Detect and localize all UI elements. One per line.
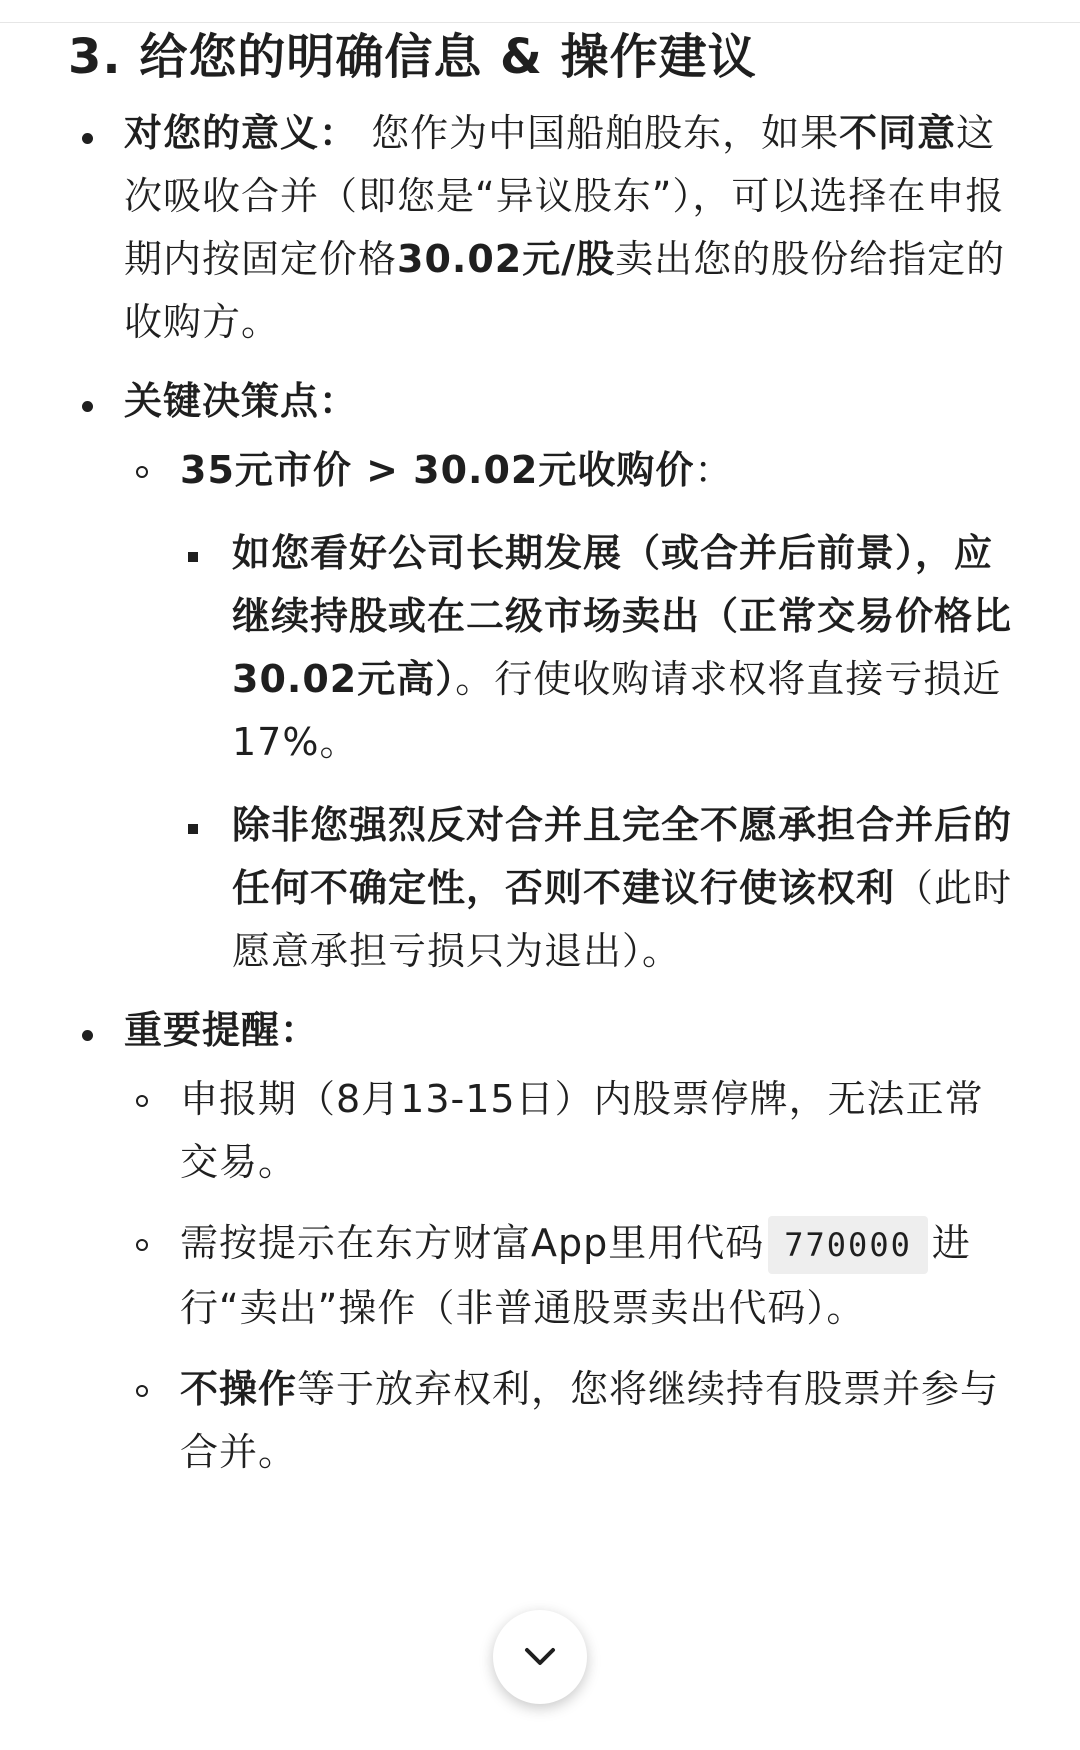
point-text: （此时愿意承担亏损只为退出）。 [232, 866, 1013, 973]
meaning-paragraph [124, 102, 1018, 354]
meaning-text-3: 卖出您的股份给指定的收购方。 [124, 237, 1006, 344]
reminder-text: 申报期（8月13-15日）内股票停牌，无法正常交易。 [180, 1077, 984, 1184]
point-text: 。行使收购请求权将直接亏损近17%。 [232, 657, 1002, 764]
point-bold: 除非您强烈反对合并且完全不愿承担合并后的任何不确定性，否则不建议行使该权利 [232, 803, 1013, 910]
meaning-bold-1: 不同意 [839, 111, 957, 155]
reminder-item [124, 1358, 1018, 1484]
price-compare-bold: 35元市价 > 30.02元收购价 [180, 448, 695, 492]
top-divider [0, 22, 1080, 23]
bullet-circle-icon [136, 466, 148, 478]
reminder-paragraph [180, 1212, 1018, 1340]
chevron-down-icon [523, 1646, 557, 1668]
section-heading: 3. 给您的明确信息 & 操作建议 [68, 29, 757, 85]
scroll-to-bottom-button[interactable] [493, 1610, 587, 1704]
reminder-bold: 不操作 [180, 1367, 298, 1411]
list-item-decision [68, 370, 1018, 983]
reminder-text-post: 进行“卖出”操作（非普通股票卖出代码）。 [180, 1221, 971, 1330]
reminder-text: 等于放弃权利，您将继续持有股票并参与合并。 [180, 1367, 1000, 1474]
price-compare-tail: ： [694, 448, 734, 492]
message-content [68, 26, 1018, 1484]
inline-code: 770000 [768, 1216, 928, 1274]
point-item [180, 522, 1018, 774]
reminder-text-pre: 需按提示在东方财富App里用代码 [180, 1221, 765, 1265]
reminder-item [124, 1068, 1018, 1194]
decision-sublist [124, 439, 1018, 983]
reminder-item [124, 1212, 1018, 1340]
sublist-item-price-compare [124, 439, 1018, 983]
meaning-text-2: 这次吸收合并（即您是“异议股东”），可以选择在申报期内按固定价格 [124, 111, 1005, 281]
meaning-text-1: 您作为中国船舶股东，如果 [358, 111, 840, 155]
reminders-sublist [124, 1068, 1018, 1484]
main-bullet-list [68, 102, 1018, 1484]
point-item [180, 794, 1018, 983]
point-bold: 如您看好公司长期发展（或合并后前景），应继续持股或在二级市场卖出（正常交易价格比30.02元高） [232, 531, 1013, 701]
point-paragraph [232, 522, 1018, 774]
price-compare-points [180, 522, 1018, 983]
list-item-meaning [68, 102, 1018, 354]
bullet-dot-icon [82, 133, 93, 144]
point-paragraph [232, 794, 1018, 983]
decision-label: 关键决策点： [124, 379, 359, 423]
meaning-label: 对您的意义： [124, 111, 359, 155]
meaning-price: 30.02元/股 [397, 237, 616, 281]
price-compare-heading [180, 439, 1018, 502]
bullet-dot-icon [82, 401, 93, 412]
bullet-circle-icon [136, 1095, 148, 1107]
bullet-square-icon [188, 552, 198, 562]
reminder-paragraph [180, 1358, 1018, 1484]
bullet-dot-icon [82, 1030, 93, 1041]
bullet-circle-icon [136, 1239, 148, 1251]
bullet-circle-icon [136, 1385, 148, 1397]
reminders-label: 重要提醒： [124, 1008, 320, 1052]
list-item-reminders [68, 999, 1018, 1484]
bullet-square-icon [188, 824, 198, 834]
